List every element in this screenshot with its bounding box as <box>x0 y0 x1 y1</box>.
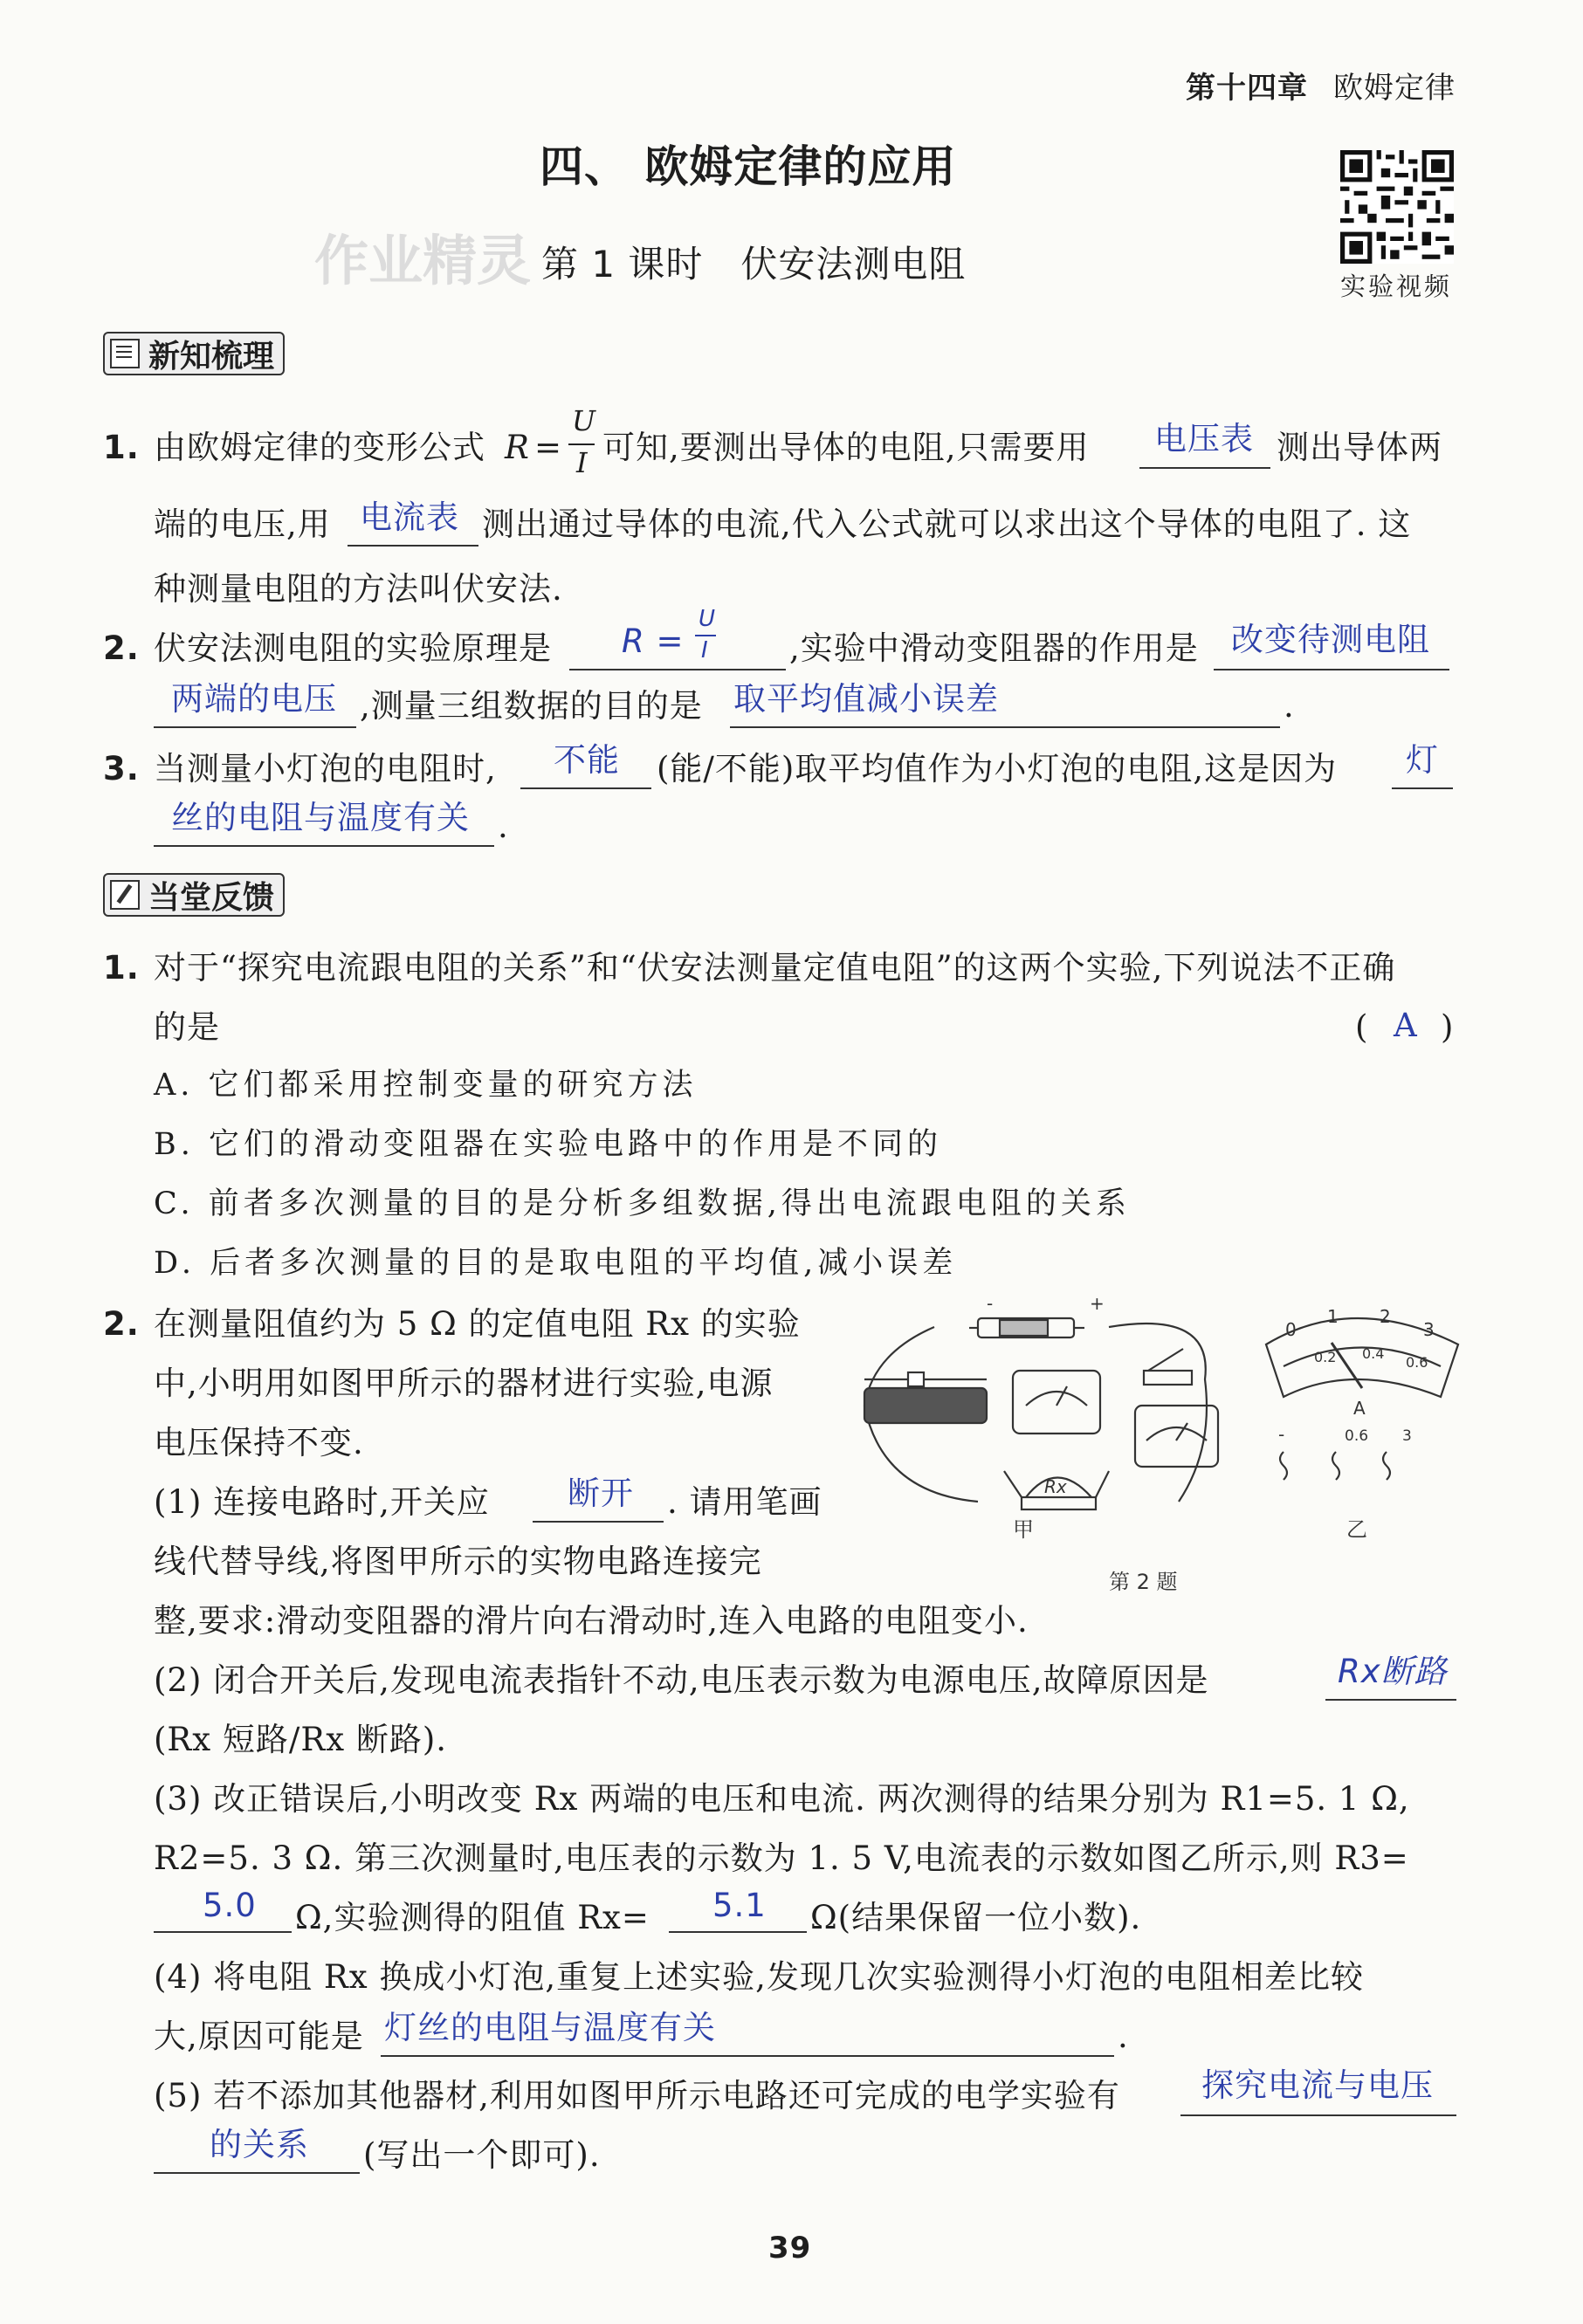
answer-text: 不能 <box>554 741 620 779</box>
section-label: 当堂反馈 <box>148 879 275 916</box>
section-label: 新知梳理 <box>148 338 275 375</box>
formula-equals: = <box>534 429 563 466</box>
pencil-icon <box>110 880 140 910</box>
answer-text: 5.0 <box>203 1887 257 1924</box>
sub-question-text: (5) 若不添加其他器材,利用如图甲所示电路还可完成的电学实验有 <box>154 2077 1120 2114</box>
question-number: 3. <box>103 750 140 787</box>
answer-blank[interactable] <box>569 667 786 670</box>
formula-numerator: U <box>572 404 596 437</box>
question-text: 由欧姆定律的变形公式 <box>154 429 485 466</box>
sub-question-text: (写出一个即可). <box>363 2136 601 2174</box>
answer-blank[interactable] <box>730 725 1280 728</box>
section-header-class-feedback <box>103 873 285 917</box>
answer-blank[interactable] <box>669 1929 807 1933</box>
switch-blade <box>1148 1349 1183 1371</box>
answer-blank[interactable] <box>1214 667 1449 670</box>
answer-text: 两端的电压 <box>171 680 337 718</box>
answer-blank[interactable] <box>1325 1697 1456 1701</box>
question-number: 2. <box>103 1305 140 1343</box>
question-text: 端的电压,用 <box>154 505 331 543</box>
answer-text: 断开 <box>568 1475 634 1512</box>
question-text: . <box>1284 687 1295 725</box>
question-text: 测出通过导体的电流,代入公式就可以求出这个导体的电阻了. 这 <box>482 505 1412 543</box>
sub-question-text: . 请用笔画 <box>667 1483 822 1521</box>
answer-formula-denominator: I <box>701 637 709 664</box>
answer-paren-right: ) <box>1441 1008 1455 1046</box>
circuit-figure <box>847 1275 1476 1606</box>
sub-question-text: (2) 闭合开关后,发现电流表指针不动,电压表示数为电源电压,故障原因是 <box>154 1661 1209 1699</box>
tick-label: 2 <box>1380 1306 1391 1327</box>
sub-question-text: 整,要求:滑动变阻器的滑片向右滑动时,连入电路的电阻变小. <box>154 1602 1029 1640</box>
question-text: 中,小明用如图甲所示的器材进行实验,电源 <box>154 1365 774 1402</box>
question-number: 1. <box>103 949 140 987</box>
sub-question-text: 大,原因可能是 <box>154 2018 364 2055</box>
battery-minus: - <box>987 1293 994 1314</box>
answer-choice: A <box>1394 1007 1418 1044</box>
tick-label: 3 <box>1423 1319 1435 1340</box>
sub-question-text: (1) 连接电路时,开关应 <box>154 1483 490 1521</box>
answer-blank[interactable] <box>154 2170 360 2174</box>
voltmeter <box>1013 1371 1100 1434</box>
answer-text: 取平均值减小误差 <box>733 680 999 718</box>
terminal-label: 0.6 <box>1345 1427 1369 1445</box>
chapter-title: 欧姆定律 <box>1333 71 1456 106</box>
question-text: ,测量三组数据的目的是 <box>360 687 703 725</box>
answer-text: 丝的电阻与温度有关 <box>171 799 470 836</box>
switch-base <box>1144 1371 1192 1385</box>
fraction-bar <box>695 635 716 636</box>
chapter-number: 第十四章 <box>1186 71 1308 106</box>
terminal-label: - <box>1278 1424 1285 1445</box>
tick-label: 0.2 <box>1314 1349 1337 1365</box>
answer-text: 改变待测电阻 <box>1231 621 1430 658</box>
answer-blank[interactable] <box>1392 786 1453 789</box>
tick-label: 1 <box>1327 1306 1339 1327</box>
figure-label-yi: 乙 <box>1346 1517 1367 1542</box>
answer-blank[interactable] <box>348 543 478 547</box>
rx-label: Rx <box>1044 1476 1067 1497</box>
battery-plus: + <box>1090 1293 1105 1314</box>
answer-text: 5.1 <box>712 1887 767 1924</box>
rheostat <box>864 1388 987 1423</box>
option-b[interactable]: B. 它们的滑动变阻器在实验电路中的作用是不同的 <box>154 1127 942 1162</box>
page-number: 39 <box>768 2231 812 2266</box>
sub-question-text: Ω,实验测得的阻值 Rx= <box>295 1899 650 1936</box>
question-text: 的是 <box>154 1008 220 1046</box>
tick-label: 0.4 <box>1362 1345 1385 1362</box>
sub-question-text: Ω(结果保留一位小数). <box>810 1899 1142 1936</box>
answer-blank[interactable] <box>1180 2113 1456 2116</box>
meter-unit: A <box>1353 1398 1366 1419</box>
qr-code-icon[interactable] <box>1340 150 1454 264</box>
option-c[interactable]: C. 前者多次测量的目的是分析多组数据,得出电流跟电阻的关系 <box>154 1186 1131 1221</box>
lesson-subtitle: 第 1 课时 伏安法测电阻 <box>541 243 967 285</box>
answer-blank[interactable] <box>154 843 494 847</box>
page-title: 四、 欧姆定律的应用 <box>540 141 957 192</box>
sub-question-text: 线代替导线,将图甲所示的实物电路连接完 <box>154 1543 762 1580</box>
answer-blank[interactable] <box>381 2053 1114 2057</box>
tick-label: 0 <box>1285 1319 1297 1340</box>
fraction-bar <box>568 443 595 445</box>
question-number: 2. <box>103 629 140 667</box>
sub-question-text: (4) 将电阻 Rx 换成小灯泡,重复上述实验,发现几次实验测得小灯泡的电阻相差比较 <box>154 1958 1364 1996</box>
answer-text: Rx断路 <box>1338 1653 1448 1690</box>
question-text: 可知,要测出导体的电阻,只需要用 <box>602 429 1090 466</box>
qr-caption: 实验视频 <box>1340 272 1453 301</box>
option-a[interactable]: A. 它们都采用控制变量的研究方法 <box>154 1068 698 1103</box>
question-text: 在测量阻值约为 5 Ω 的定值电阻 Rx 的实验 <box>154 1305 801 1343</box>
answer-text: 电压表 <box>1154 420 1254 457</box>
answer-text: 探究电流与电压 <box>1201 2066 1434 2104</box>
question-text: ,实验中滑动变阻器的作用是 <box>789 629 1199 667</box>
question-text: . <box>498 808 509 845</box>
answer-blank[interactable] <box>154 725 356 728</box>
answer-blank[interactable] <box>533 1519 664 1523</box>
answer-blank[interactable] <box>520 786 651 789</box>
terminal-label: 3 <box>1402 1427 1412 1445</box>
answer-blank[interactable] <box>154 1929 292 1933</box>
answer-formula-numerator: U <box>699 606 717 632</box>
answer-text: 灯 <box>1406 741 1439 779</box>
section-header-new-knowledge <box>103 332 285 375</box>
sub-question-text: . <box>1118 2018 1129 2055</box>
question-text: 伏安法测电阻的实验原理是 <box>154 629 552 667</box>
notebook-icon <box>110 339 140 368</box>
sub-question-text: (3) 改正错误后,小明改变 Rx 两端的电压和电流. 两次测得的结果分别为 R1=5. 1 Ω, <box>154 1780 1410 1818</box>
option-d[interactable]: D. 后者多次测量的目的是取电阻的平均值,减小误差 <box>154 1246 958 1281</box>
question-text: 测出导体两 <box>1277 429 1442 466</box>
watermark: 作业精灵 <box>314 229 532 292</box>
answer-text: 灯丝的电阻与温度有关 <box>384 2009 716 2046</box>
figure-caption: 第 2 题 <box>1109 1570 1178 1594</box>
answer-text: 电流表 <box>360 498 459 536</box>
formula-R: R <box>505 429 530 466</box>
question-number: 1. <box>103 429 140 466</box>
answer-formula: R = <box>622 622 685 660</box>
question-text: 对于“探究电流跟电阻的关系”和“伏安法测量定值电阻”的这两个实验,下列说法不正确 <box>154 949 1396 987</box>
wire <box>1109 1324 1207 1502</box>
question-text: 种测量电阻的方法叫伏安法. <box>154 570 563 608</box>
sub-question-text: R2=5. 3 Ω. 第三次测量时,电压表的示数为 1. 5 V,电流表的示数如图乙所示,则 R3= <box>154 1839 1409 1877</box>
figure-label-jia: 甲 <box>1013 1517 1034 1542</box>
answer-blank[interactable] <box>1139 465 1270 469</box>
answer-paren-left: ( <box>1355 1008 1369 1046</box>
question-text: 当测量小灯泡的电阻时, <box>154 750 497 787</box>
answer-text: 的关系 <box>210 2126 309 2163</box>
question-text: (能/不能)取平均值作为小灯泡的电阻,这是因为 <box>657 750 1338 787</box>
sub-question-text: (Rx 短路/Rx 断路). <box>154 1721 448 1758</box>
question-text: 电压保持不变. <box>154 1424 364 1461</box>
formula-denominator: I <box>576 446 588 479</box>
tick-label: 0.6 <box>1406 1354 1428 1371</box>
